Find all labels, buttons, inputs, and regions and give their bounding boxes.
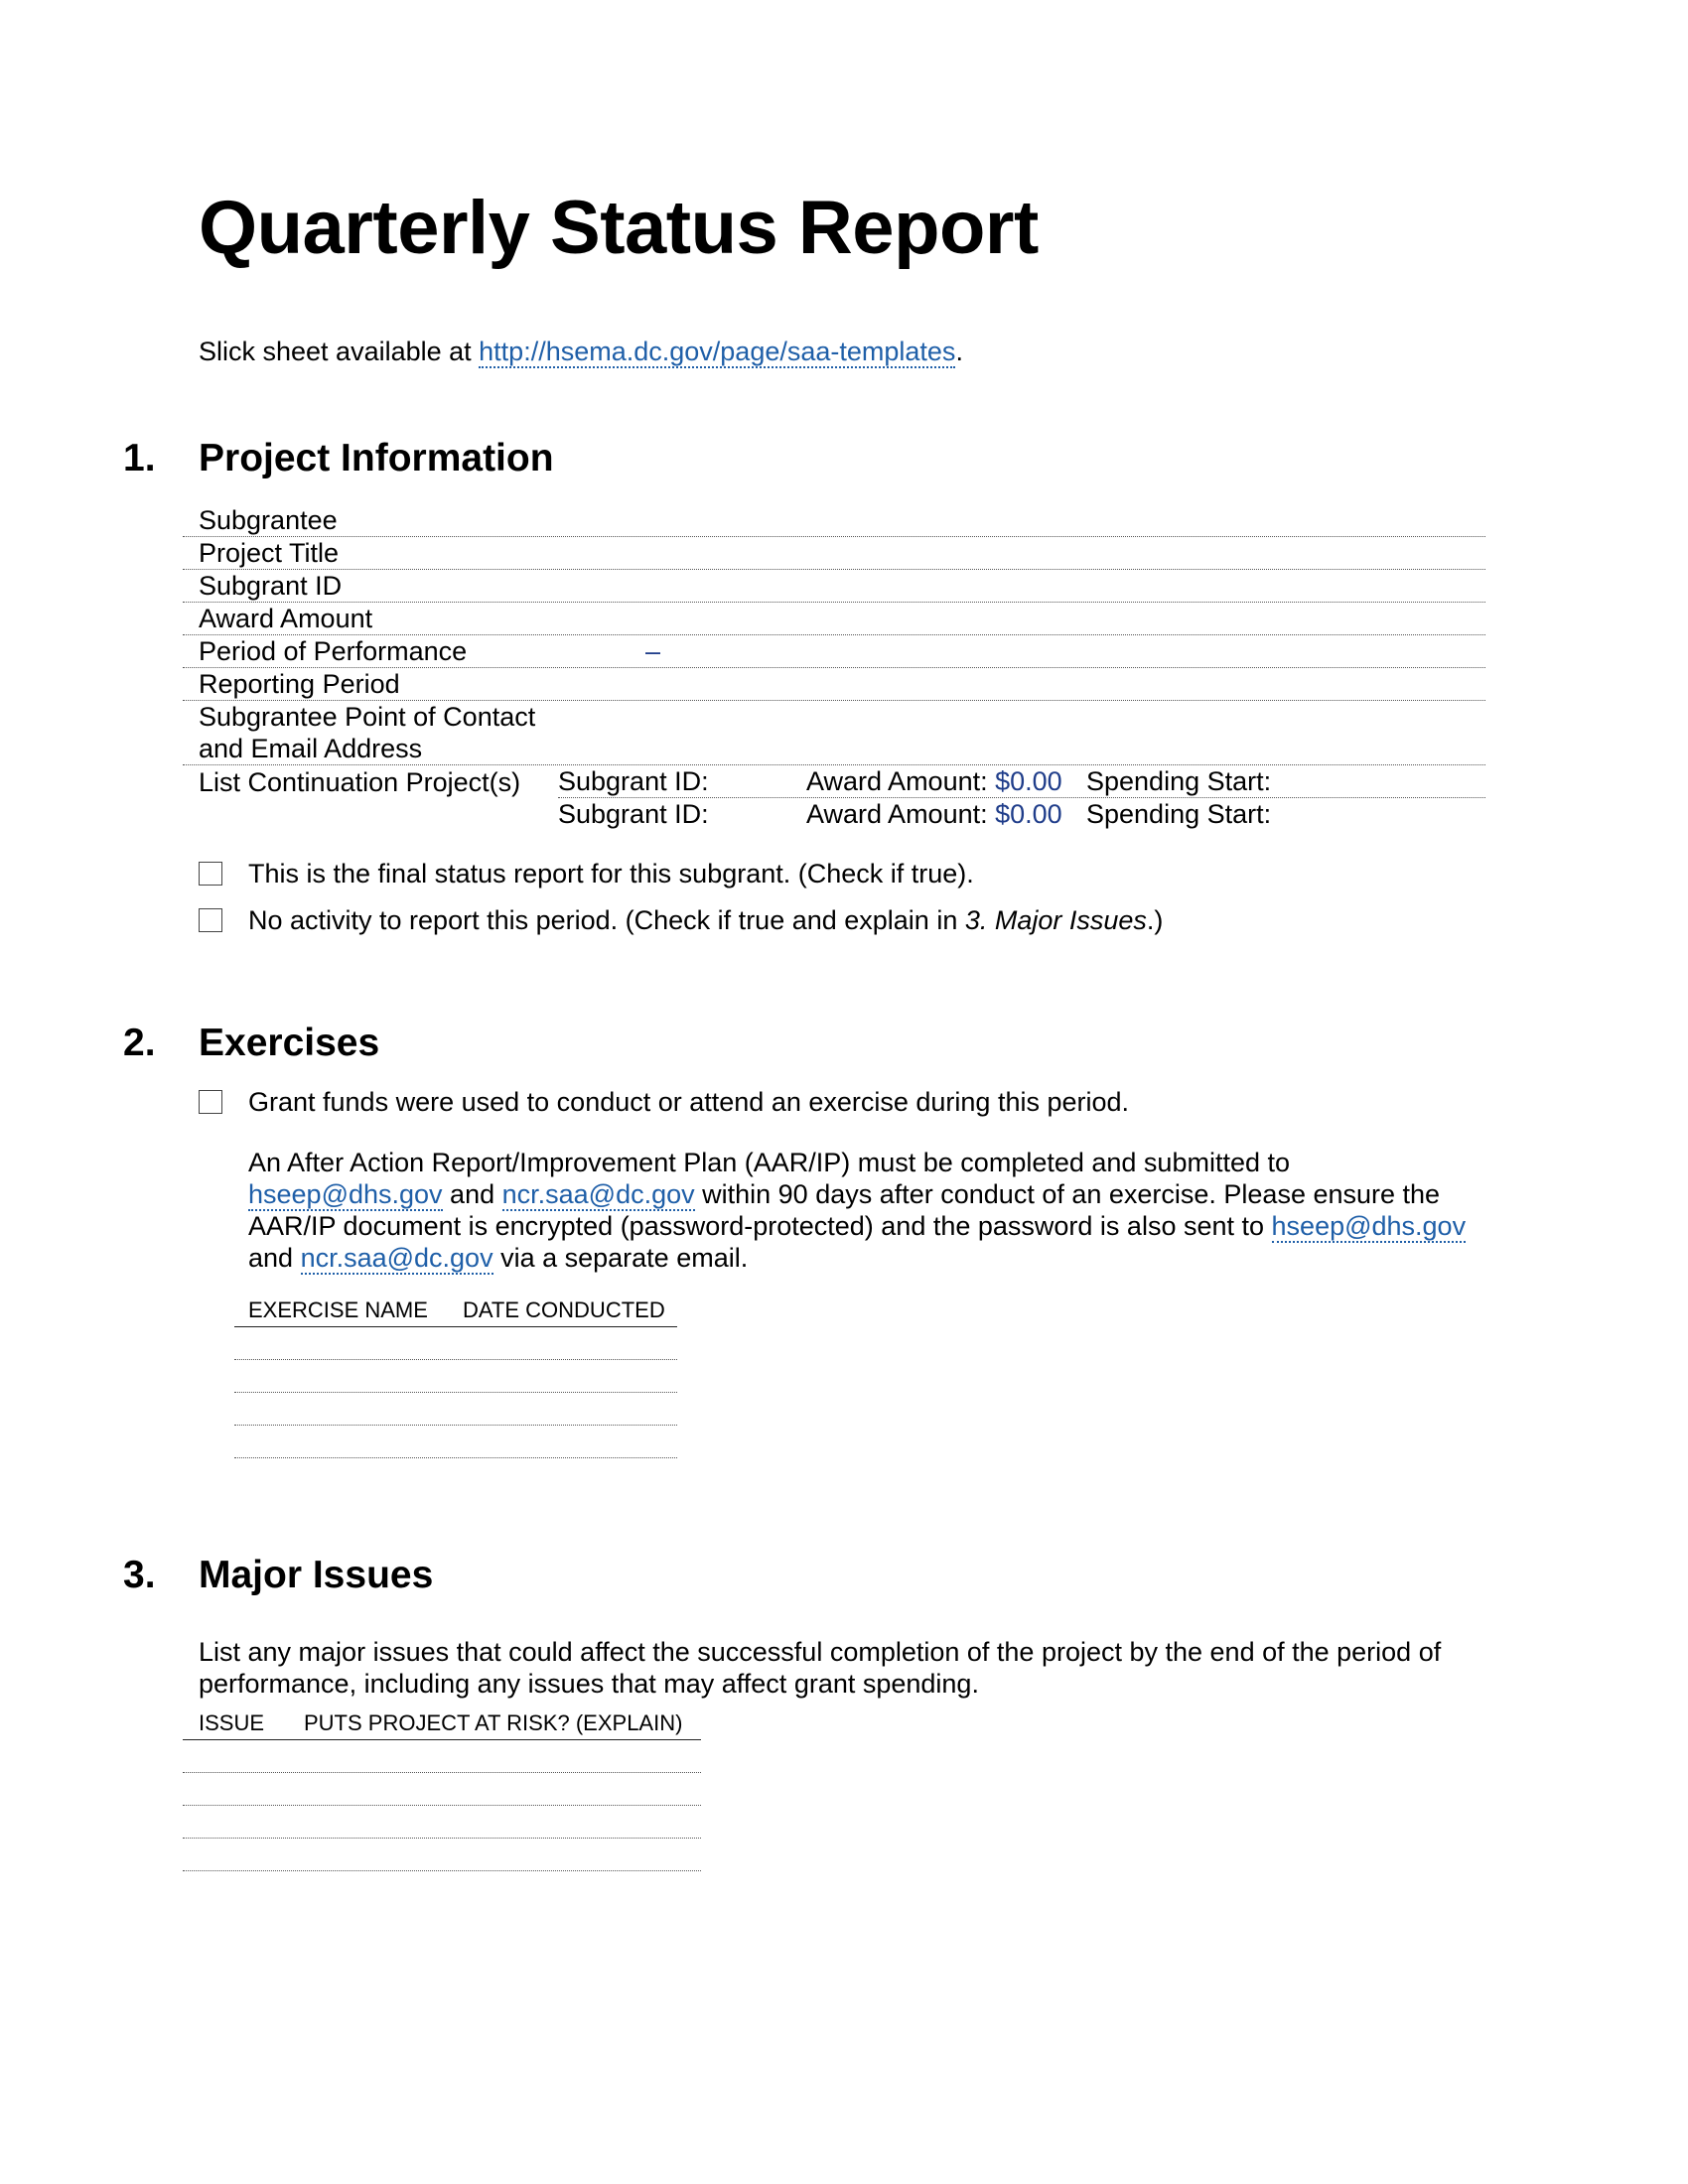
exercise-check-line (199, 1086, 1129, 1118)
info-row-subgrantee[interactable] (183, 504, 1485, 537)
ncr-saa-email-link-2[interactable]: ncr.saa@dc.gov (300, 1243, 493, 1273)
issues-table (183, 1709, 701, 1871)
aar-text-3: via a separate email. (492, 1243, 749, 1273)
info-row-point-of-contact[interactable] (183, 701, 1485, 765)
continuation-spending-start-field[interactable]: Spending Start: (1086, 799, 1272, 829)
aar-paragraph (248, 1147, 1499, 1274)
major-issues-reference: 3. Major Issues (964, 905, 1147, 935)
slick-sheet-line (199, 336, 963, 367)
exercise-table-row[interactable] (234, 1393, 677, 1426)
slick-sheet-prefix: Slick sheet available at (199, 337, 480, 366)
issues-table-row[interactable] (183, 1773, 701, 1806)
section-1-title: Project Information (199, 437, 554, 479)
issues-table-header (183, 1709, 701, 1740)
continuation-row-1 (183, 765, 1485, 798)
issue-header: ISSUE (199, 1710, 265, 1735)
info-row-reporting-period[interactable] (183, 668, 1485, 701)
continuation-spending-start-field[interactable]: Spending Start: (1086, 766, 1272, 796)
period-of-performance-label: Period of Performance (199, 636, 468, 666)
and-text-2: and (248, 1243, 301, 1273)
and-text: and (442, 1179, 502, 1209)
award-amount-value: $0.00 (995, 766, 1062, 796)
no-activity-checkbox[interactable] (199, 908, 222, 932)
award-amount-label: Award Amount: (806, 766, 988, 796)
slick-sheet-link[interactable]: http://hsema.dc.gov/page/saa-templates (479, 337, 956, 366)
info-row-project-title[interactable] (183, 537, 1485, 570)
exercise-table-header (234, 1297, 677, 1327)
project-info-table (183, 504, 1485, 830)
project-title-label: Project Title (199, 538, 340, 568)
section-2-title: Exercises (199, 1022, 380, 1064)
no-activity-check-label (248, 904, 1163, 936)
poc-label-line1: Subgrantee Point of Contact (199, 702, 536, 732)
exercise-table (234, 1297, 677, 1458)
award-amount-label: Award Amount: (806, 799, 988, 829)
continuation-label: List Continuation Project(s) (199, 767, 521, 797)
exercise-table-row[interactable] (234, 1327, 677, 1360)
issues-table-row[interactable] (183, 1806, 701, 1839)
exercise-table-row[interactable] (234, 1360, 677, 1393)
date-conducted-header: DATE CONDUCTED (463, 1297, 665, 1322)
section-1-number: 1. (123, 437, 156, 479)
reporting-period-label: Reporting Period (199, 669, 400, 699)
aar-text-2: within 90 days after conduct of an exercise. Please ensure the AAR/IP document is encrypted (password-protected) and the password is also sent to (248, 1179, 1441, 1241)
exercise-name-header: EXERCISE NAME (248, 1297, 428, 1322)
hseep-email-link[interactable]: hseep@dhs.gov (248, 1179, 443, 1209)
continuation-subgrant-id-field[interactable]: Subgrant ID: (558, 799, 709, 829)
slick-sheet-suffix: . (955, 337, 963, 366)
exercise-table-row[interactable] (234, 1426, 677, 1458)
exercise-checkbox[interactable] (199, 1090, 222, 1114)
major-issues-paragraph: List any major issues that could affect the successful completion of the project by the end of the period of performance, including any issues that may affect grant spending. (199, 1637, 1442, 1699)
info-row-award-amount[interactable] (183, 603, 1485, 635)
final-report-check-label: This is the final status report for this subgrant. (Check if true). (248, 859, 974, 888)
no-activity-text: No activity to report this period. (Check if true and explain in (248, 905, 965, 935)
continuation-award-amount-field[interactable] (806, 765, 1086, 797)
continuation-subgrant-id-field[interactable]: Subgrant ID: (558, 766, 709, 796)
period-dash: – (645, 636, 661, 666)
subgrantee-label: Subgrantee (199, 505, 338, 535)
puts-project-at-risk-header: PUTS PROJECT AT RISK? (EXPLAIN) (304, 1710, 683, 1735)
section-3-number: 3. (123, 1554, 156, 1596)
continuation-award-amount-field[interactable] (806, 798, 1086, 830)
no-activity-check-line (199, 904, 1163, 936)
continuation-row-2 (183, 798, 1485, 830)
issues-table-row[interactable] (183, 1839, 701, 1871)
no-activity-suffix: .) (1146, 905, 1164, 935)
ncr-saa-email-link[interactable]: ncr.saa@dc.gov (501, 1179, 695, 1209)
page-title: Quarterly Status Report (199, 186, 1039, 270)
final-report-check-line (199, 858, 974, 889)
hseep-email-link-2[interactable]: hseep@dhs.gov (1271, 1211, 1467, 1241)
award-amount-label: Award Amount (199, 604, 373, 633)
aar-text-1: An After Action Report/Improvement Plan (AAR/IP) must be completed and submitted to (248, 1148, 1291, 1177)
poc-label-line2: and Email Address (199, 734, 423, 763)
info-row-period-of-performance[interactable] (183, 635, 1485, 668)
final-report-checkbox[interactable] (199, 862, 222, 886)
section-3-title: Major Issues (199, 1554, 434, 1596)
issues-table-row[interactable] (183, 1740, 701, 1773)
section-2-number: 2. (123, 1022, 156, 1064)
subgrant-id-label: Subgrant ID (199, 571, 343, 601)
award-amount-value: $0.00 (995, 799, 1062, 829)
exercise-check-label: Grant funds were used to conduct or attend an exercise during this period. (248, 1087, 1130, 1117)
info-row-subgrant-id[interactable] (183, 570, 1485, 603)
